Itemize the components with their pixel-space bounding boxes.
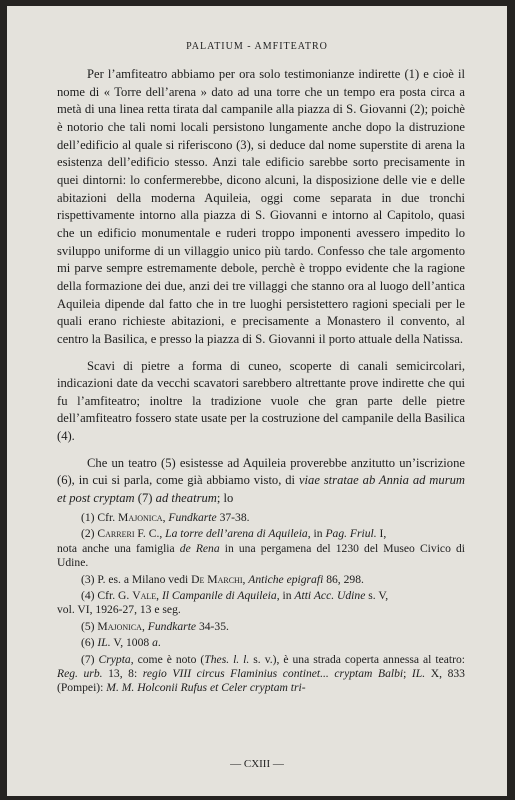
footnote-7: (7) Crypta, come è noto (Thes. l. l. s. v.), è una strada coperta annessa al teatro: Reg. urb. 13, 8: regio VIII circus Flaminius continet... cryptam Balbi; IL. X, 833 (Pompei): M. M. Holconii Rufus et Celer cryptam tri- bbox=[57, 652, 465, 695]
footnote-5: (5) Majonica, Fundkarte 34-35. bbox=[81, 619, 229, 633]
footnote-3: (3) P. es. a Milano vedi De Marchi, Antiche epigrafi 86, 298. bbox=[81, 572, 364, 586]
footnote-4: (4) Cfr. G. Vale, Il Campanile di Aquileia, in Atti Acc. Udine s. V, vol. VI, 1926-27, 13 e seg. bbox=[57, 589, 389, 617]
paragraph-amfiteatro: Per l’amfiteatro abbiamo per ora solo testimonianze indirette (1) e cioè il nome di « Torre dell’arena » dato ad una torre che un tempo era posta circa a metà di una linea retta tirata dal campanile alla piazza di S. Giovanni (2); poichè è notorio che tali nomi locali persistono lungamente anche dopo la distruzione dell’edificio al quale si riferiscono (3), si deduce dal nome superstite di arena la esistenza dell’edificio stesso. Anzi tale edificio sarebbe sorto precisamente in quei dintorni: lo confermerebbe, dicono alcuni, la disposizione delle vie e delle abitazioni della moderna Aquileia, oggi come separata in due tronchi rispettivamente intorno alla piazza di S. Giovanni e intorno al Capitolo, quasi che un edificio monumentale e ruderi troppo imponenti avessero impedito lo sviluppo uniforme di un villaggio unico più tardo. Confesso che tale argomento mi parve sempre estremamente debole, perchè è troppo evidente che la ragione della formazione dei due, anzi dei tre villaggi che stanno ora al luogo dell’antica Aquileia dipende dal fatto che in tre luoghi persistettero ragioni speciali per le quali erano richieste abitazioni, e precisamente a Monastero il convento, al centro la Basilica, e presso la piazza di S. Giovanni il porto attuale della Natissa. bbox=[57, 67, 465, 346]
footnote-2: (2) Carreri F. C., La torre dell’arena di Aquileia, in Pag. Friul. I, nota anche una famiglia de Rena in una pergamena del 1230 del Museo Civico di Udine. bbox=[57, 527, 465, 570]
book-page bbox=[7, 6, 507, 796]
footnote-1: (1) Cfr. Majonica, Fundkarte 37-38. bbox=[81, 511, 250, 524]
paragraph-teatro: Che un teatro (5) esistesse ad Aquileia proverebbe anzitutto un’iscrizione (6), in cui si parla, come già abbiamo visto, di viae stratae ab Annia ad murum et post cryptam (7) ad theatrum; lo bbox=[57, 455, 465, 506]
page-number: — CXIII — bbox=[230, 758, 284, 770]
footnotes bbox=[57, 511, 465, 698]
running-header: PALATIUM - AMFITEATRO bbox=[186, 41, 328, 52]
paragraph-scavi: Scavi di pietre a forma di cuneo, scoperte di canali semicircolari, indicazioni date da vecchi scavatori sarebbero altrettante prove indirette che qui fu l’amfiteatro; inoltre la tradizione vuole che gran parte delle pietre dell’amfiteatro fossero state usate per la costruzione del campanile della Basilica (4). bbox=[57, 358, 465, 444]
main-text bbox=[57, 66, 465, 508]
footnote-6: (6) IL. V, 1008 a. bbox=[81, 636, 161, 650]
